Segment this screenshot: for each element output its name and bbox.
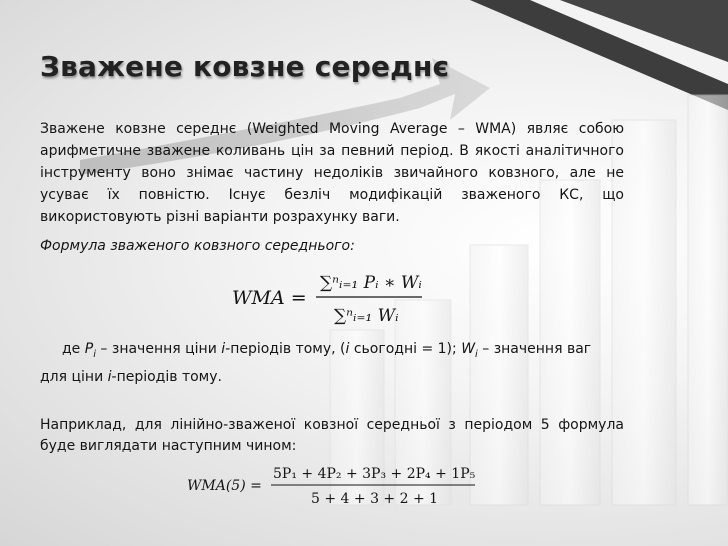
price-subscript: i xyxy=(93,348,96,360)
text-segment: сьогодні = 1); xyxy=(349,341,462,357)
index-symbol: i xyxy=(107,368,112,385)
variable-description-line-1 xyxy=(40,338,624,366)
index-symbol: i xyxy=(345,341,350,357)
formula2-denominator: 5 + 4 + 3 + 2 + 1 xyxy=(311,491,439,507)
formula2-lhs: WMA(5) = xyxy=(187,478,262,494)
formula-caption: Формула зваженого ковзного середнього: xyxy=(40,238,355,254)
formula2-numerator: 5P₁ + 4P₂ + 3P₃ + 2P₄ + 1P₅ xyxy=(273,466,476,482)
variable-description xyxy=(40,338,624,388)
formula-denominator: ∑ⁿᵢ₌₁ Wᵢ xyxy=(334,306,399,326)
index-symbol: i xyxy=(221,341,226,357)
price-symbol: P xyxy=(84,341,94,357)
slide-title: Зважене ковзне середнє xyxy=(40,50,450,83)
intro-paragraph: Зважене ковзне середнє (Weighted Moving Average – WMA) являє собою арифметичне зважене коливань цін за певний період. В якості аналітичного інструменту воно знімає частину недоліків звичайного ковзного, але не усуває їх повністю. Існує безліч модифікацій зваженого КС, що використовують різні варіанти розрахунку ваги. xyxy=(40,121,624,225)
text-segment: -періодів тому, ( xyxy=(225,341,346,357)
example-paragraph: Наприклад, для лінійно-зваженої ковзної середньої з періодом 5 формула буде виглядати наступним чином: xyxy=(40,417,624,454)
text-segment: де xyxy=(62,341,85,357)
wma5-formula xyxy=(185,462,485,510)
text-segment: – значення ціни xyxy=(95,341,222,357)
weight-subscript: i xyxy=(475,348,478,360)
variable-description-line-2 xyxy=(40,366,624,388)
text-segment: -періодів тому. xyxy=(111,368,222,385)
weight-symbol: W xyxy=(461,341,476,357)
wma-formula xyxy=(230,266,450,336)
text-segment: – значення ваг xyxy=(477,341,592,357)
formula-lhs: WMA = xyxy=(232,287,307,309)
text-segment: для ціни xyxy=(40,368,108,385)
formula-numerator: ∑ⁿᵢ₌₁ Pᵢ ∗ Wᵢ xyxy=(320,273,422,293)
